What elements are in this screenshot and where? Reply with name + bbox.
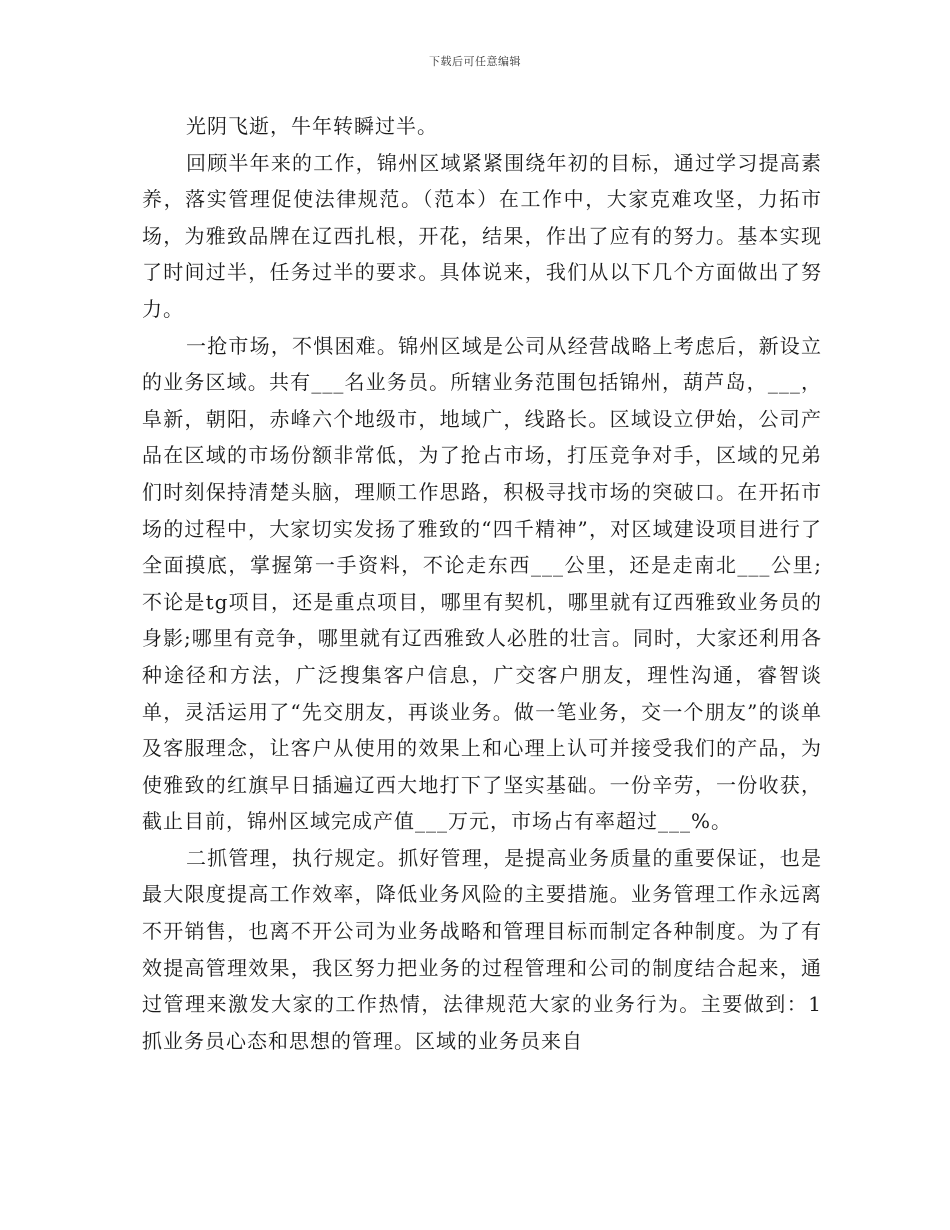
paragraph-review: 回顾半年来的工作，锦州区域紧紧围绕年初的目标，通过学习提高素养，落实管理促使法律规范。（范本）在工作中，大家克难攻坚，力拓市场，为雅致品牌在辽西扎根，开花，结果，作出了应有的努力。基本实现了时间过半，任务过半的要求。具体说来，我们从以下几个方面做出了努力。	[142, 150, 822, 321]
paragraph-market: 一抢市场，不惧困难。锦州区域是公司从经营战略上考虑后，新设立的业务区域。共有___名业务员。所辖业务范围包括锦州，葫芦岛，___，阜新，朝阳，赤峰六个地级市，地域广，线路长。区域设立伊始，公司产品在区域的市场份额非常低，为了抢占市场，打压竞争对手，区域的兄弟们时刻保持清楚头脑，理顺工作思路，积极寻找市场的突破口。在开拓市场的过程中，大家切实发扬了雅致的“四千精神”，对区域建设项目进行了全面摸底，掌握第一手资料，不论走东西___公里，还是走南北___公里;不论是tg项目，还是重点项目，哪里有契机，哪里就有辽西雅致业务员的身影;哪里有竞争，哪里就有辽西雅致人必胜的壮言。同时，大家还利用各种途径和方法，广泛搜集客户信息，广交客户朋友，理性沟通，睿智谈单，灵活运用了“先交朋友，再谈业务。做一笔业务，交一个朋友”的谈单及客服理念，让客户从使用的效果上和心理上认可并接受我们的产品，为使雅致的红旗早日插遍辽西大地打下了坚实基础。一份辛劳，一份收获，截止目前，锦州区域完成产值___万元，市场占有率超过___%。	[142, 333, 822, 834]
paragraph-management: 二抓管理，执行规定。抓好管理，是提高业务质量的重要保证，也是最大限度提高工作效率，降低业务风险的主要措施。业务管理工作永远离不开销售，也离不开公司为业务战略和管理目标而制定各种制度。为了有效提高管理效果，我区努力把业务的过程管理和公司的制度结合起来，通过管理来激发大家的工作热情，法律规范大家的业务行为。主要做到：1抓业务员心态和思想的管理。区域的业务员来自	[142, 845, 822, 1053]
document-body	[142, 108, 822, 1059]
page-header: 下载后可任意编辑	[429, 55, 521, 68]
paragraph-intro: 光阴飞逝，牛年转瞬过半。	[186, 114, 438, 138]
